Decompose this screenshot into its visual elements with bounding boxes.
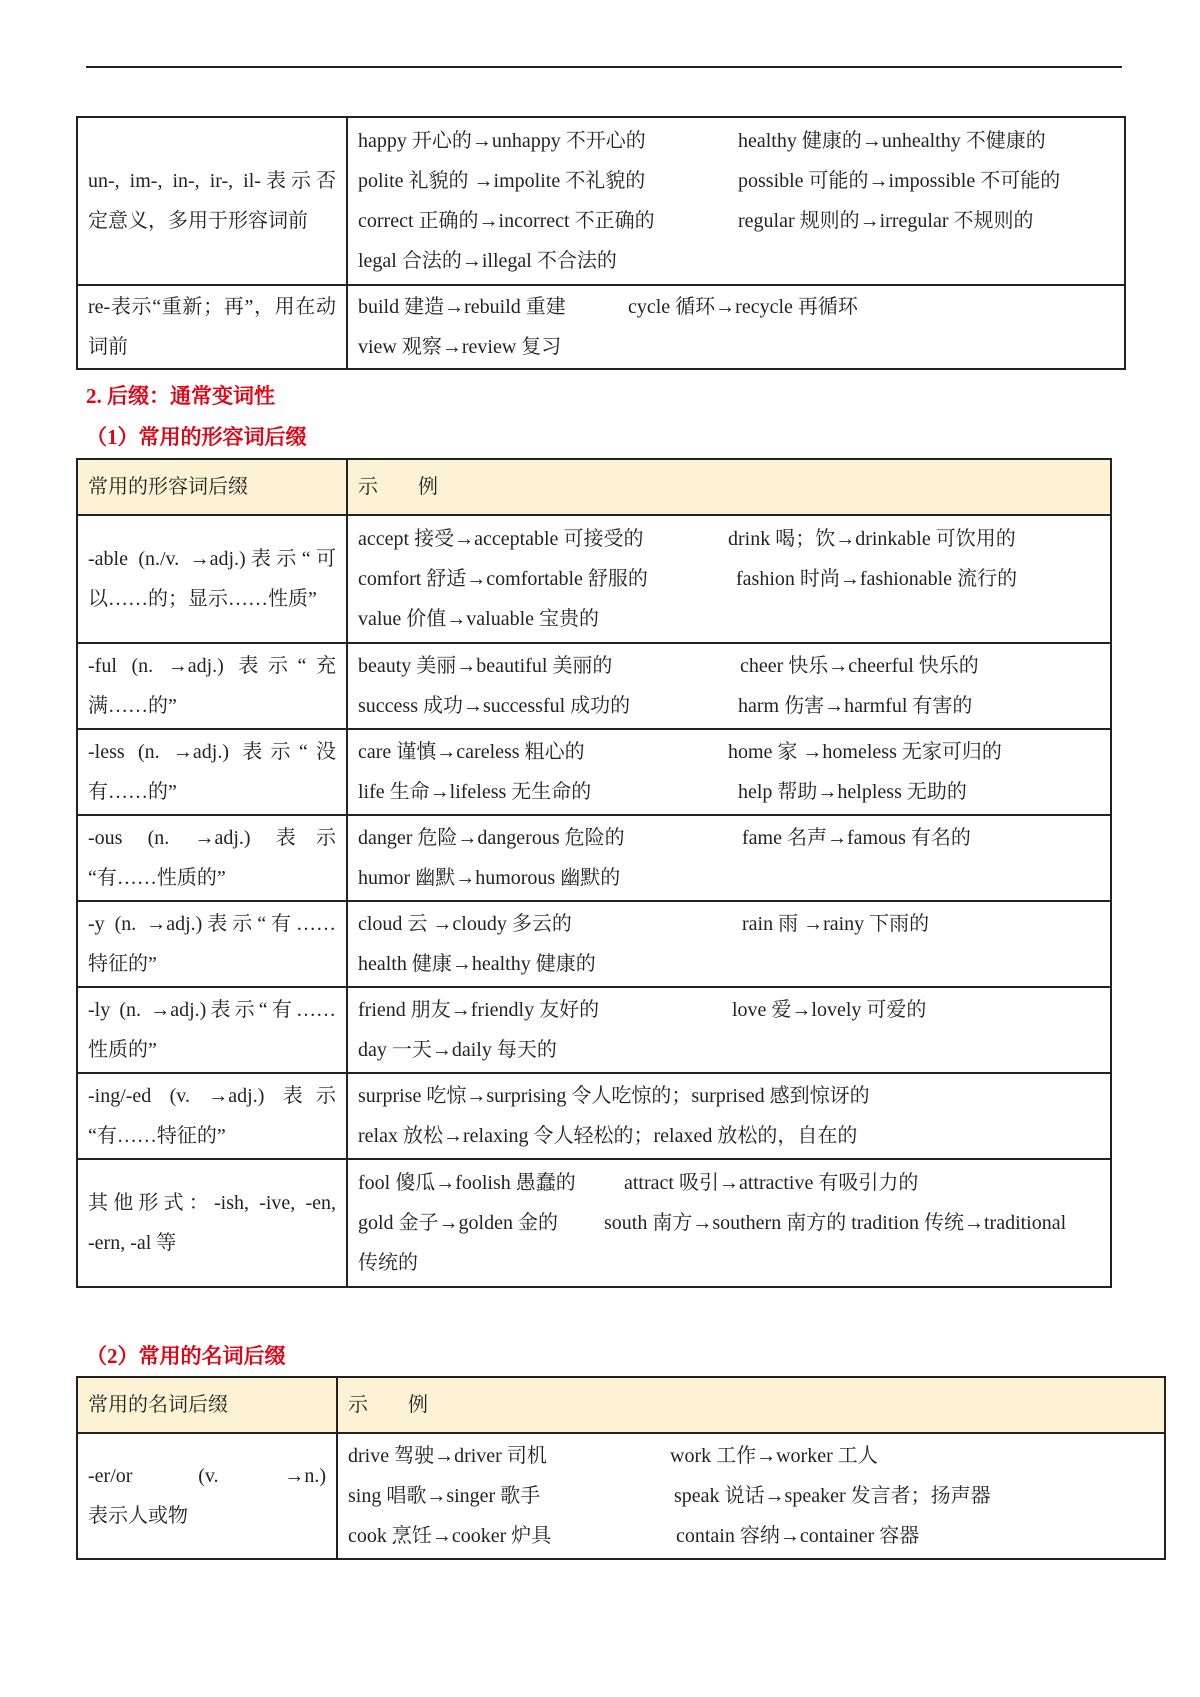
example-line bbox=[358, 646, 1100, 686]
example-entry: cycle 循环→recycle 再循环 bbox=[628, 296, 858, 318]
table-row bbox=[77, 117, 1125, 285]
example-cell bbox=[347, 1159, 1111, 1287]
table-row bbox=[77, 987, 1111, 1073]
example-cell bbox=[347, 901, 1111, 987]
example-entry: health 健康→healthy 健康的 bbox=[358, 953, 596, 975]
example-entry: comfort 舒适→comfortable 舒服的 bbox=[358, 568, 648, 590]
example-entry: cook 烹饪→cooker 炉具 bbox=[348, 1525, 552, 1547]
suffix-label-line: -ful (n. →adj.) 表示“充 bbox=[88, 655, 336, 677]
example-line bbox=[358, 1203, 1100, 1243]
example-cell bbox=[347, 987, 1111, 1073]
table-header-cell: 常用的形容词后缀 bbox=[77, 459, 347, 515]
example-cell bbox=[347, 729, 1111, 815]
suffix-label-cell bbox=[77, 117, 347, 285]
table-row bbox=[77, 901, 1111, 987]
example-line bbox=[358, 1076, 1100, 1116]
table-row bbox=[77, 285, 1125, 369]
example-line bbox=[358, 201, 1114, 241]
example-line bbox=[358, 1030, 1100, 1070]
example-entry: cheer 快乐→cheerful 快乐的 bbox=[740, 655, 979, 677]
suffix-label-line: -able (n./v. →adj.)表示“可 bbox=[88, 548, 336, 570]
example-cell bbox=[337, 1433, 1165, 1559]
table-row bbox=[77, 643, 1111, 729]
prefix-table bbox=[76, 116, 1126, 370]
table-row bbox=[77, 1159, 1111, 1287]
example-entry: day 一天→daily 每天的 bbox=[358, 1039, 557, 1061]
suffix-label-line: “有……特征的” bbox=[88, 1125, 226, 1147]
table-header-cell: 示 例 bbox=[347, 459, 1111, 515]
example-entry: care 谨慎→careless 粗心的 bbox=[358, 741, 585, 763]
example-line bbox=[358, 121, 1114, 161]
suffix-label-line: 以……的；显示……性质” bbox=[88, 588, 317, 610]
example-line bbox=[358, 772, 1100, 812]
example-entry: 传统的 bbox=[358, 1252, 418, 1274]
example-entry: south 南方→southern 南方的 tradition 传统→traditional bbox=[604, 1212, 1067, 1234]
example-entry: life 生命→lifeless 无生命的 bbox=[358, 781, 592, 803]
example-line bbox=[358, 559, 1100, 599]
suffix-label-cell bbox=[77, 643, 347, 729]
example-entry: value 价值→valuable 宝贵的 bbox=[358, 608, 600, 630]
example-entry: correct 正确的→incorrect 不正确的 bbox=[358, 210, 655, 232]
example-line bbox=[348, 1516, 1154, 1556]
example-line bbox=[348, 1476, 1154, 1516]
example-line bbox=[358, 904, 1100, 944]
example-line bbox=[358, 990, 1100, 1030]
suffix-label-line: -er/or (v. →n.) bbox=[88, 1465, 326, 1487]
example-entry: regular 规则的→irregular 不规则的 bbox=[738, 210, 1034, 232]
suffix-label-line: 定意义，多用于形容词前 bbox=[88, 210, 308, 232]
example-entry: cloud 云 →cloudy 多云的 bbox=[358, 913, 572, 935]
example-line bbox=[358, 1243, 1100, 1283]
example-entry: rain 雨 →rainy 下雨的 bbox=[742, 913, 930, 935]
example-entry: humor 幽默→humorous 幽默的 bbox=[358, 867, 621, 889]
example-entry: danger 危险→dangerous 危险的 bbox=[358, 827, 625, 849]
suffix-label-cell bbox=[77, 815, 347, 901]
adj-suffix-table bbox=[76, 458, 1112, 1288]
example-entry: healthy 健康的→unhealthy 不健康的 bbox=[738, 130, 1046, 152]
table-row bbox=[77, 515, 1111, 643]
suffix-label-cell bbox=[77, 901, 347, 987]
example-entry: happy 开心的→unhappy 不开心的 bbox=[358, 130, 646, 152]
heading-noun-suffix: （2）常用的名词后缀 bbox=[86, 1344, 286, 1368]
heading-adj-suffix: （1）常用的形容词后缀 bbox=[86, 425, 307, 449]
example-entry: contain 容纳→container 容器 bbox=[676, 1525, 920, 1547]
heading-suffix: 2. 后缀：通常变词性 bbox=[86, 384, 275, 408]
example-line bbox=[358, 732, 1100, 772]
example-entry: help 帮助→helpless 无助的 bbox=[738, 781, 967, 803]
table-row bbox=[77, 1433, 1165, 1559]
example-entry: accept 接受→acceptable 可接受的 bbox=[358, 528, 644, 550]
example-line bbox=[358, 327, 1114, 367]
example-cell bbox=[347, 285, 1125, 369]
example-cell bbox=[347, 1073, 1111, 1159]
example-cell bbox=[347, 815, 1111, 901]
table-row bbox=[77, 1073, 1111, 1159]
suffix-label-line: 特征的” bbox=[88, 953, 157, 975]
suffix-label-cell bbox=[77, 1159, 347, 1287]
example-entry: drive 驾驶→driver 司机 bbox=[348, 1445, 547, 1467]
example-entry: sing 唱歌→singer 歌手 bbox=[348, 1485, 541, 1507]
suffix-label-cell bbox=[77, 515, 347, 643]
table-header-cell: 示 例 bbox=[337, 1377, 1165, 1433]
example-entry: build 建造→rebuild 重建 bbox=[358, 296, 566, 318]
suffix-label-line: “有……性质的” bbox=[88, 867, 226, 889]
suffix-label-line: 满……的” bbox=[88, 695, 177, 717]
suffix-label-cell bbox=[77, 285, 347, 369]
example-line bbox=[358, 944, 1100, 984]
example-line bbox=[358, 161, 1114, 201]
example-entry: fame 名声→famous 有名的 bbox=[742, 827, 971, 849]
example-entry: friend 朋友→friendly 友好的 bbox=[358, 999, 600, 1021]
example-entry: surprise 吃惊→surprising 令人吃惊的；surprised 感到惊讶的 bbox=[358, 1085, 870, 1107]
suffix-label-line: -ous (n. →adj.) 表示 bbox=[88, 827, 336, 849]
example-entry: harm 伤害→harmful 有害的 bbox=[738, 695, 973, 717]
example-entry: gold 金子→golden 金的 bbox=[358, 1212, 558, 1234]
suffix-label-line: -y (n. →adj.)表示“有…… bbox=[88, 913, 336, 935]
table-header-row bbox=[77, 1377, 1165, 1433]
example-line bbox=[358, 1116, 1100, 1156]
example-line bbox=[358, 519, 1100, 559]
noun-suffix-table bbox=[76, 1376, 1166, 1560]
example-line bbox=[348, 1436, 1154, 1476]
suffix-label-cell bbox=[77, 987, 347, 1073]
suffix-label-line: -ly (n. →adj.)表示“有…… bbox=[88, 999, 336, 1021]
example-entry: success 成功→successful 成功的 bbox=[358, 695, 631, 717]
example-entry: relax 放松→relaxing 令人轻松的；relaxed 放松的，自在的 bbox=[358, 1125, 858, 1147]
suffix-label-line: -ing/-ed (v. →adj.) 表示 bbox=[88, 1085, 336, 1107]
example-entry: fool 傻瓜→foolish 愚蠢的 bbox=[358, 1172, 576, 1194]
example-entry: possible 可能的→impossible 不可能的 bbox=[738, 170, 1061, 192]
suffix-label-line: 词前 bbox=[88, 336, 128, 358]
example-entry: legal 合法的→illegal 不合法的 bbox=[358, 250, 617, 272]
suffix-label-line: 表示人或物 bbox=[88, 1505, 188, 1527]
example-line bbox=[358, 599, 1100, 639]
example-entry: drink 喝；饮→drinkable 可饮用的 bbox=[728, 528, 1016, 550]
example-line bbox=[358, 818, 1100, 858]
example-entry: fashion 时尚→fashionable 流行的 bbox=[736, 568, 1018, 590]
example-entry: beauty 美丽→beautiful 美丽的 bbox=[358, 655, 613, 677]
suffix-label-line: 有……的” bbox=[88, 781, 177, 803]
top-rule bbox=[86, 66, 1122, 68]
suffix-label-cell bbox=[77, 1433, 337, 1559]
example-line bbox=[358, 287, 1114, 327]
example-line bbox=[358, 686, 1100, 726]
suffix-label-cell bbox=[77, 729, 347, 815]
example-entry: speak 说话→speaker 发言者；扬声器 bbox=[674, 1485, 991, 1507]
table-row bbox=[77, 815, 1111, 901]
example-cell bbox=[347, 117, 1125, 285]
example-entry: view 观察→review 复习 bbox=[358, 336, 562, 358]
suffix-label-line: -less (n. →adj.) 表示“没 bbox=[88, 741, 336, 763]
suffix-label-line: re-表示“重新；再”，用在动 bbox=[88, 296, 336, 318]
table-header-cell: 常用的名词后缀 bbox=[77, 1377, 337, 1433]
example-entry: love 爱→lovely 可爱的 bbox=[732, 999, 927, 1021]
suffix-label-line: 其他形式：-ish, -ive, -en, bbox=[88, 1192, 336, 1214]
example-line bbox=[358, 241, 1114, 281]
table-header-row bbox=[77, 459, 1111, 515]
example-entry: home 家 →homeless 无家可归的 bbox=[728, 741, 1002, 763]
suffix-label-line: un-, im-, in-, ir-, il-表示否 bbox=[88, 170, 336, 192]
table-row bbox=[77, 729, 1111, 815]
suffix-label-cell bbox=[77, 1073, 347, 1159]
example-entry: work 工作→worker 工人 bbox=[670, 1445, 878, 1467]
suffix-label-line: -ern, -al 等 bbox=[88, 1232, 177, 1254]
example-entry: attract 吸引→attractive 有吸引力的 bbox=[624, 1172, 919, 1194]
example-line bbox=[358, 858, 1100, 898]
example-entry: polite 礼貌的 →impolite 不礼貌的 bbox=[358, 170, 646, 192]
example-cell bbox=[347, 515, 1111, 643]
example-cell bbox=[347, 643, 1111, 729]
suffix-label-line: 性质的” bbox=[88, 1039, 157, 1061]
example-line bbox=[358, 1163, 1100, 1203]
